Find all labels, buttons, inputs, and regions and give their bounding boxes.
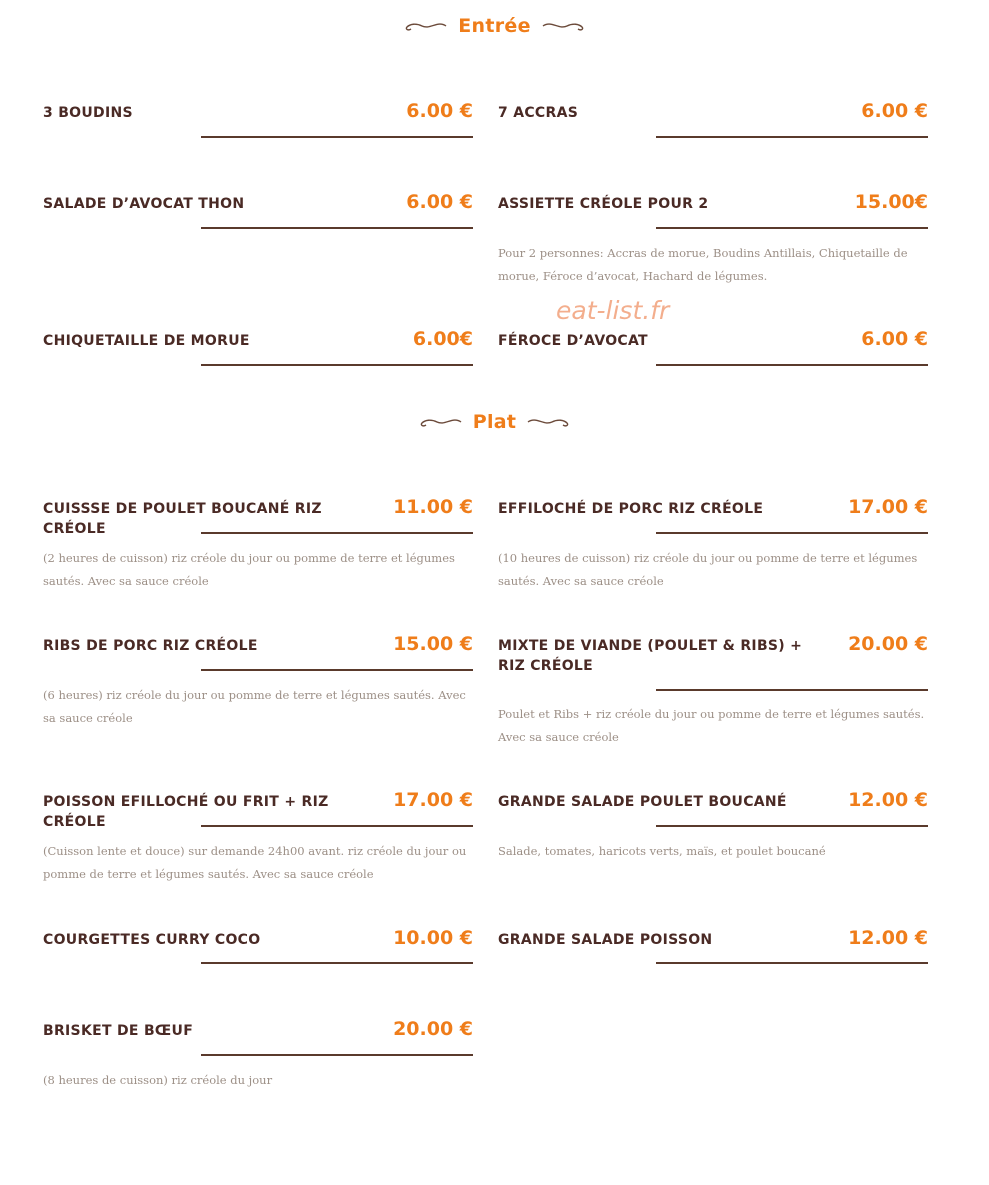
item-name: GRANDE SALADE POULET BOUCANÉ [498, 794, 787, 810]
item-price: 6.00 € [406, 100, 473, 122]
item-price: 6.00 € [406, 191, 473, 213]
divider [201, 825, 473, 827]
menu-item [43, 100, 473, 123]
item-description: Pour 2 personnes: Accras de morue, Boudins Antillais, Chiquetaille de morue, Féroce d’avocat, Hachard de légumes. [498, 246, 908, 283]
item-price: 17.00 € [848, 496, 928, 518]
item-name: 7 ACCRAS [498, 105, 579, 121]
divider [656, 689, 928, 691]
divider [656, 136, 928, 138]
item-name: MIXTE DE VIANDE (POULET & RIBS) + RIZ CRÉOLE [498, 638, 803, 674]
item-price: 12.00 € [848, 927, 928, 949]
item-name: CUISSSE DE POULET BOUCANÉ RIZ CRÉOLE [43, 501, 322, 537]
section-title-text: Entrée [458, 15, 531, 37]
divider [201, 669, 473, 671]
flourish-right-icon [541, 18, 585, 34]
item-name: ASSIETTE CRÉOLE POUR 2 [498, 196, 709, 212]
item-price: 15.00 € [393, 633, 473, 655]
divider [656, 962, 928, 964]
menu-item [43, 496, 473, 588]
section-title-entree [0, 8, 989, 44]
menu-item [43, 191, 473, 214]
divider [201, 364, 473, 366]
flourish-right-icon [526, 414, 570, 430]
menu-item [498, 191, 928, 283]
divider [201, 1054, 473, 1056]
item-description: (8 heures de cuisson) riz créole du jour [43, 1073, 273, 1087]
divider [201, 136, 473, 138]
divider [656, 364, 928, 366]
item-name: EFFILOCHÉ DE PORC RIZ CRÉOLE [498, 501, 764, 517]
item-name: COURGETTES CURRY COCO [43, 932, 261, 948]
item-name: 3 BOUDINS [43, 105, 133, 121]
section-title-text: Plat [472, 411, 517, 433]
flourish-left-icon [404, 18, 448, 34]
item-description: Salade, tomates, haricots verts, maïs, et poulet boucané [498, 844, 826, 858]
item-name: SALADE D’AVOCAT THON [43, 196, 245, 212]
item-name: BRISKET DE BŒUF [43, 1023, 194, 1039]
item-name: FÉROCE D’AVOCAT [498, 333, 648, 349]
item-price: 6.00 € [861, 328, 928, 350]
item-price: 15.00€ [854, 191, 928, 213]
item-description: Poulet et Ribs + riz créole du jour ou pomme de terre et légumes sautés. Avec sa sauce créole [498, 707, 925, 744]
menu-item [498, 496, 928, 588]
item-price: 17.00 € [393, 789, 473, 811]
item-name: POISSON EFILLOCHÉ OU FRIT + RIZ CRÉOLE [43, 794, 329, 830]
menu-item [498, 927, 928, 950]
item-description: (2 heures de cuisson) riz créole du jour ou pomme de terre et légumes sautés. Avec sa sauce créole [43, 551, 455, 588]
item-name: RIBS DE PORC RIZ CRÉOLE [43, 638, 258, 654]
item-price: 20.00 € [848, 633, 928, 655]
divider [656, 825, 928, 827]
divider [201, 227, 473, 229]
menu-item [43, 1018, 473, 1087]
section-title-plat [0, 404, 989, 440]
menu-item [43, 328, 473, 351]
menu-item [43, 927, 473, 950]
item-price: 12.00 € [848, 789, 928, 811]
item-price: 6.00€ [412, 328, 473, 350]
item-description: (10 heures de cuisson) riz créole du jour ou pomme de terre et légumes sautés. Avec sa sauce créole [498, 551, 918, 588]
item-price: 6.00 € [861, 100, 928, 122]
divider [201, 532, 473, 534]
menu-item [43, 633, 473, 725]
menu-item [498, 100, 928, 123]
menu-item [43, 789, 473, 881]
watermark-text: eat-list.fr [556, 296, 670, 325]
menu-item [498, 633, 928, 744]
divider [201, 962, 473, 964]
divider [656, 227, 928, 229]
item-name: GRANDE SALADE POISSON [498, 932, 713, 948]
item-price: 11.00 € [393, 496, 473, 518]
divider [656, 532, 928, 534]
item-name: CHIQUETAILLE DE MORUE [43, 333, 250, 349]
flourish-left-icon [419, 414, 463, 430]
menu-item [498, 789, 928, 858]
item-description: (6 heures) riz créole du jour ou pomme de terre et légumes sautés. Avec sa sauce créole [43, 688, 466, 725]
item-description: (Cuisson lente et douce) sur demande 24h00 avant. riz créole du jour ou pomme de terre et légumes sautés. Avec sa sauce créole [43, 844, 467, 881]
menu-item [498, 328, 928, 351]
item-price: 10.00 € [393, 927, 473, 949]
item-price: 20.00 € [393, 1018, 473, 1040]
